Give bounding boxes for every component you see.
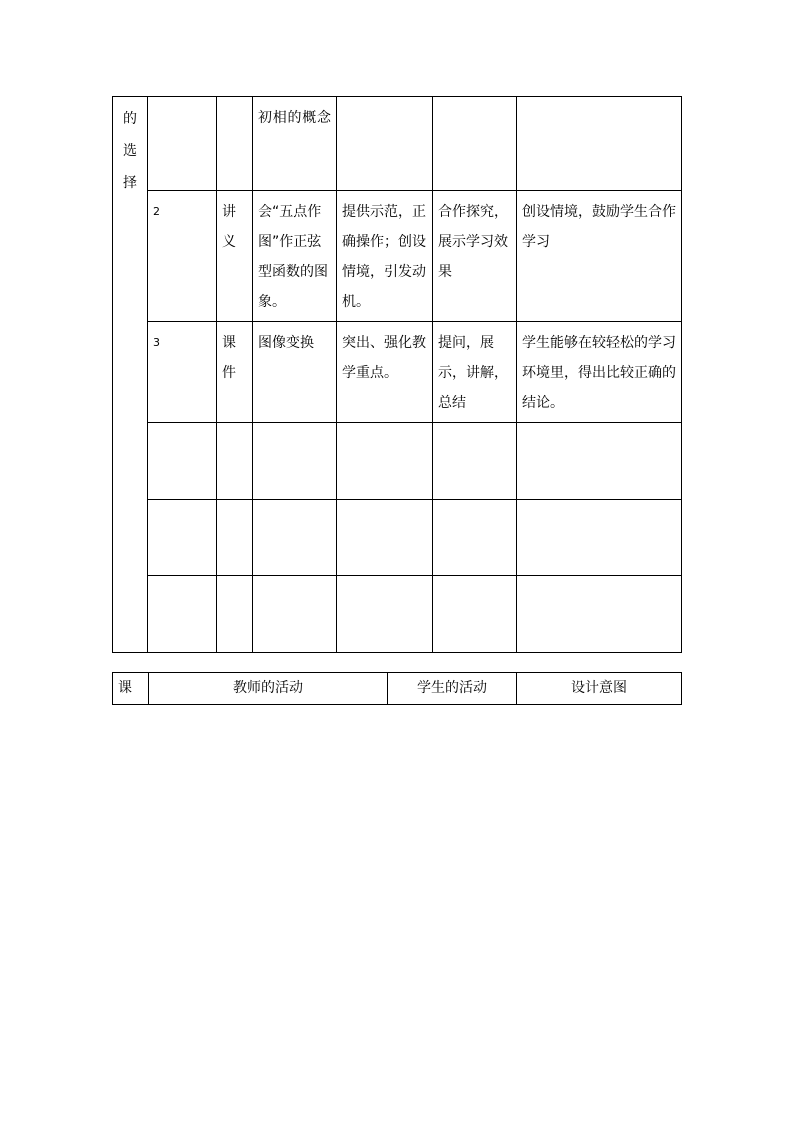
row-number-cell: 2 bbox=[148, 191, 217, 322]
medium-cell bbox=[217, 97, 253, 191]
student-cell bbox=[433, 97, 517, 191]
medium-cell: 课件 bbox=[217, 322, 253, 423]
header-cell-student-activity: 学生的活动 bbox=[388, 673, 517, 705]
teacher-cell bbox=[337, 500, 433, 576]
table-row bbox=[113, 500, 682, 576]
side-label-char: 选 bbox=[123, 143, 137, 159]
header-cell-lesson: 课 bbox=[113, 673, 149, 705]
row-number-cell bbox=[148, 500, 217, 576]
row-number-cell: 3 bbox=[148, 322, 217, 423]
medium-cell bbox=[217, 423, 253, 500]
student-cell: 合作探究，展示学习效果 bbox=[433, 191, 517, 322]
activity-header-table bbox=[112, 672, 682, 705]
student-cell bbox=[433, 500, 517, 576]
content-cell: 会“五点作图”作正弦型函数的图象。 bbox=[253, 191, 337, 322]
intent-cell bbox=[517, 500, 682, 576]
medium-cell bbox=[217, 500, 253, 576]
student-cell bbox=[433, 423, 517, 500]
side-label-char: 的 bbox=[123, 111, 137, 127]
content-cell bbox=[253, 423, 337, 500]
teacher-cell bbox=[337, 576, 433, 653]
intent-cell: 学生能够在较轻松的学习环境里，得出比较正确的结论。 bbox=[517, 322, 682, 423]
teacher-cell bbox=[337, 97, 433, 191]
content-cell: 图像变换 bbox=[253, 322, 337, 423]
content-cell bbox=[253, 576, 337, 653]
teacher-cell: 提供示范，正确操作；创设情境，引发动机。 bbox=[337, 191, 433, 322]
intent-cell: 创设情境，鼓励学生合作学习 bbox=[517, 191, 682, 322]
row-number-cell bbox=[148, 423, 217, 500]
row-number-cell bbox=[148, 576, 217, 653]
media-selection-table bbox=[112, 96, 682, 653]
table-row bbox=[113, 191, 682, 322]
student-cell: 提问，展示，讲解，总结 bbox=[433, 322, 517, 423]
table-row bbox=[113, 423, 682, 500]
side-label-char: 择 bbox=[123, 175, 137, 191]
content-cell bbox=[253, 500, 337, 576]
table-row bbox=[113, 576, 682, 653]
medium-cell: 讲义 bbox=[217, 191, 253, 322]
table-header-row bbox=[113, 673, 682, 705]
header-cell-teacher-activity: 教师的活动 bbox=[149, 673, 388, 705]
student-cell bbox=[433, 576, 517, 653]
header-cell-design-intent: 设计意图 bbox=[517, 673, 682, 705]
teacher-cell: 突出、强化教学重点。 bbox=[337, 322, 433, 423]
table-row bbox=[113, 97, 682, 191]
content-cell: 初相的概念 bbox=[253, 97, 337, 191]
intent-cell bbox=[517, 97, 682, 191]
table-row bbox=[113, 322, 682, 423]
row-number-cell bbox=[148, 97, 217, 191]
teacher-cell bbox=[337, 423, 433, 500]
intent-cell bbox=[517, 576, 682, 653]
intent-cell bbox=[517, 423, 682, 500]
medium-cell bbox=[217, 576, 253, 653]
side-label-cell bbox=[113, 97, 148, 653]
